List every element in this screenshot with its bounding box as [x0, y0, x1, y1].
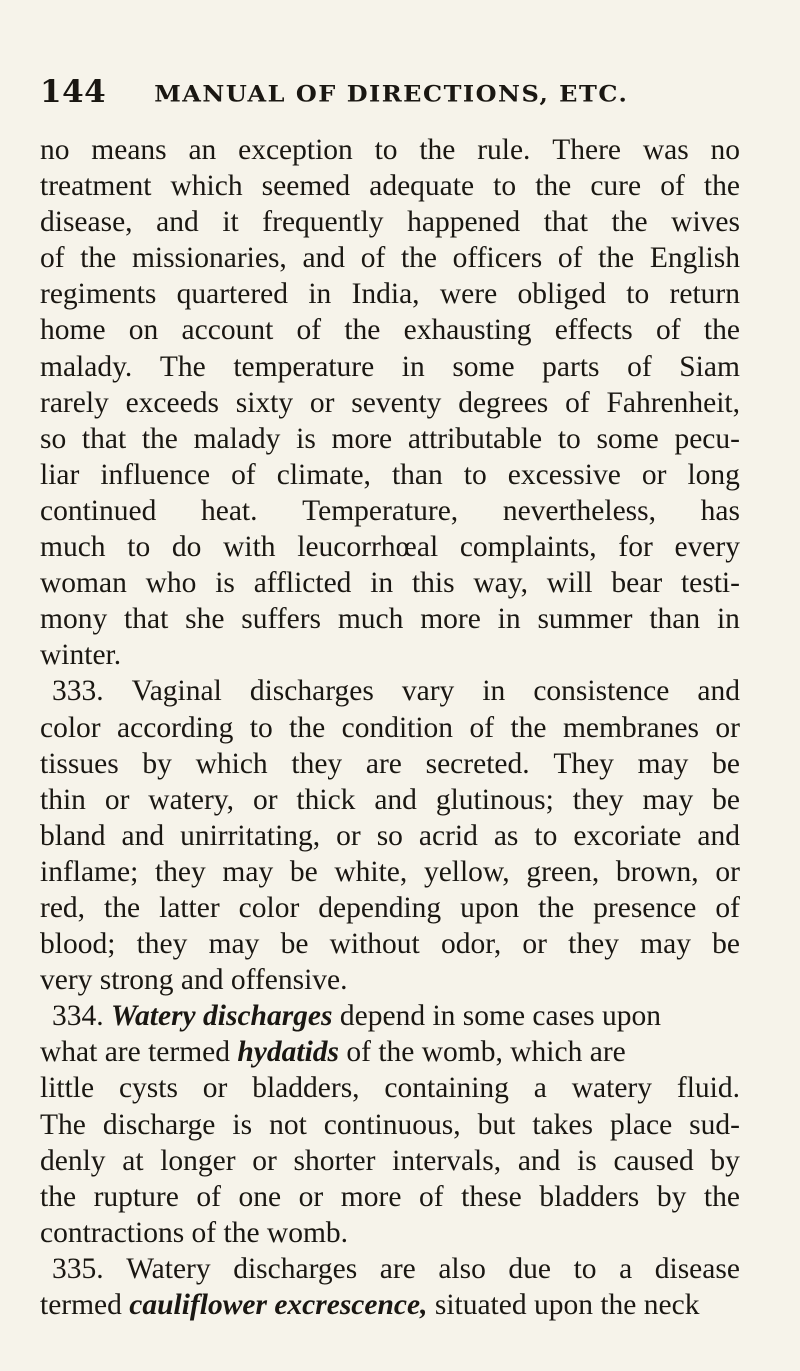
text-run: depend in some cases upon: [332, 1000, 662, 1033]
running-head: [40, 74, 740, 124]
text-line: home on account of the exhausting effects of the: [40, 314, 740, 347]
italic-term: Watery discharges: [111, 1000, 333, 1033]
text-run: of the womb, which are: [339, 1036, 626, 1069]
text-line: regiments quartered in India, were obliged to return: [40, 278, 740, 311]
page-number: 144: [40, 74, 107, 110]
text-line: mony that she suffers much more in summer than in: [40, 603, 740, 636]
text-line: malady. The temperature in some parts of Siam: [40, 350, 740, 383]
text-line: contractions of the womb.: [40, 1216, 349, 1249]
text-line: so that the malady is more attributable to some pecu-: [40, 422, 740, 455]
text-line: liar influence of climate, than to excessive or long: [40, 458, 740, 491]
text-line: very strong and offensive.: [40, 964, 348, 997]
text-line: continued heat. Temperature, nevertheless, has: [40, 494, 740, 527]
text-run: termed: [40, 1289, 130, 1321]
text-line: The discharge is not continuous, but takes place sud-: [40, 1108, 740, 1141]
text-line: winter.: [40, 639, 122, 672]
italic-term: hydatids: [237, 1036, 340, 1069]
text-line: of the missionaries, and of the officers of the English: [40, 242, 740, 275]
text-line: red, the latter color depending upon the presence of: [40, 891, 740, 924]
text-line: bland and unirritating, or so acrid as to excoriate and: [40, 819, 740, 852]
text-line: treatment which seemed adequate to the cure of the: [40, 170, 740, 203]
text-line: the rupture of one or more of these bladders by the: [40, 1180, 740, 1213]
text-run: situated upon the neck: [427, 1289, 700, 1321]
body-text: [40, 132, 740, 1323]
text-line: woman who is afflicted in this way, will bear testi-: [40, 567, 740, 600]
text-line: little cysts or bladders, containing a watery fluid.: [40, 1072, 740, 1105]
text-line: denly at longer or shorter intervals, and is caused by: [40, 1144, 740, 1177]
running-title: MANUAL OF DIRECTIONS, ETC.: [154, 79, 629, 108]
text-line: no means an exception to the rule. There was no: [40, 134, 740, 166]
text-line: much to do with leucorrhœal complaints, for every: [40, 531, 740, 564]
italic-term: cauliflower excrescence,: [129, 1289, 428, 1321]
text-line: tissues by which they are secreted. They may be: [40, 747, 740, 780]
text-line: inflame; they may be white, yellow, green, brown, or: [40, 855, 740, 888]
text-line: color according to the condition of the membranes or: [40, 711, 740, 744]
text-line: thin or watery, or thick and glutinous; they may be: [40, 783, 740, 816]
text-line: disease, and it frequently happened that the wives: [40, 206, 740, 239]
text-line-mixed: [40, 1034, 740, 1070]
text-run: what are termed: [40, 1036, 238, 1069]
text-line: 333. Vaginal discharges vary in consistence and: [52, 675, 740, 708]
text-line-mixed: [40, 998, 740, 1034]
text-line: rarely exceeds sixty or seventy degrees of Fahrenheit,: [40, 386, 740, 419]
paragraph-number: 334.: [52, 1000, 111, 1033]
text-line: blood; they may be without odor, or they may be: [40, 928, 740, 961]
text-line-mixed: [40, 1287, 740, 1323]
text-line: 335. Watery discharges are also due to a disease: [52, 1252, 740, 1285]
